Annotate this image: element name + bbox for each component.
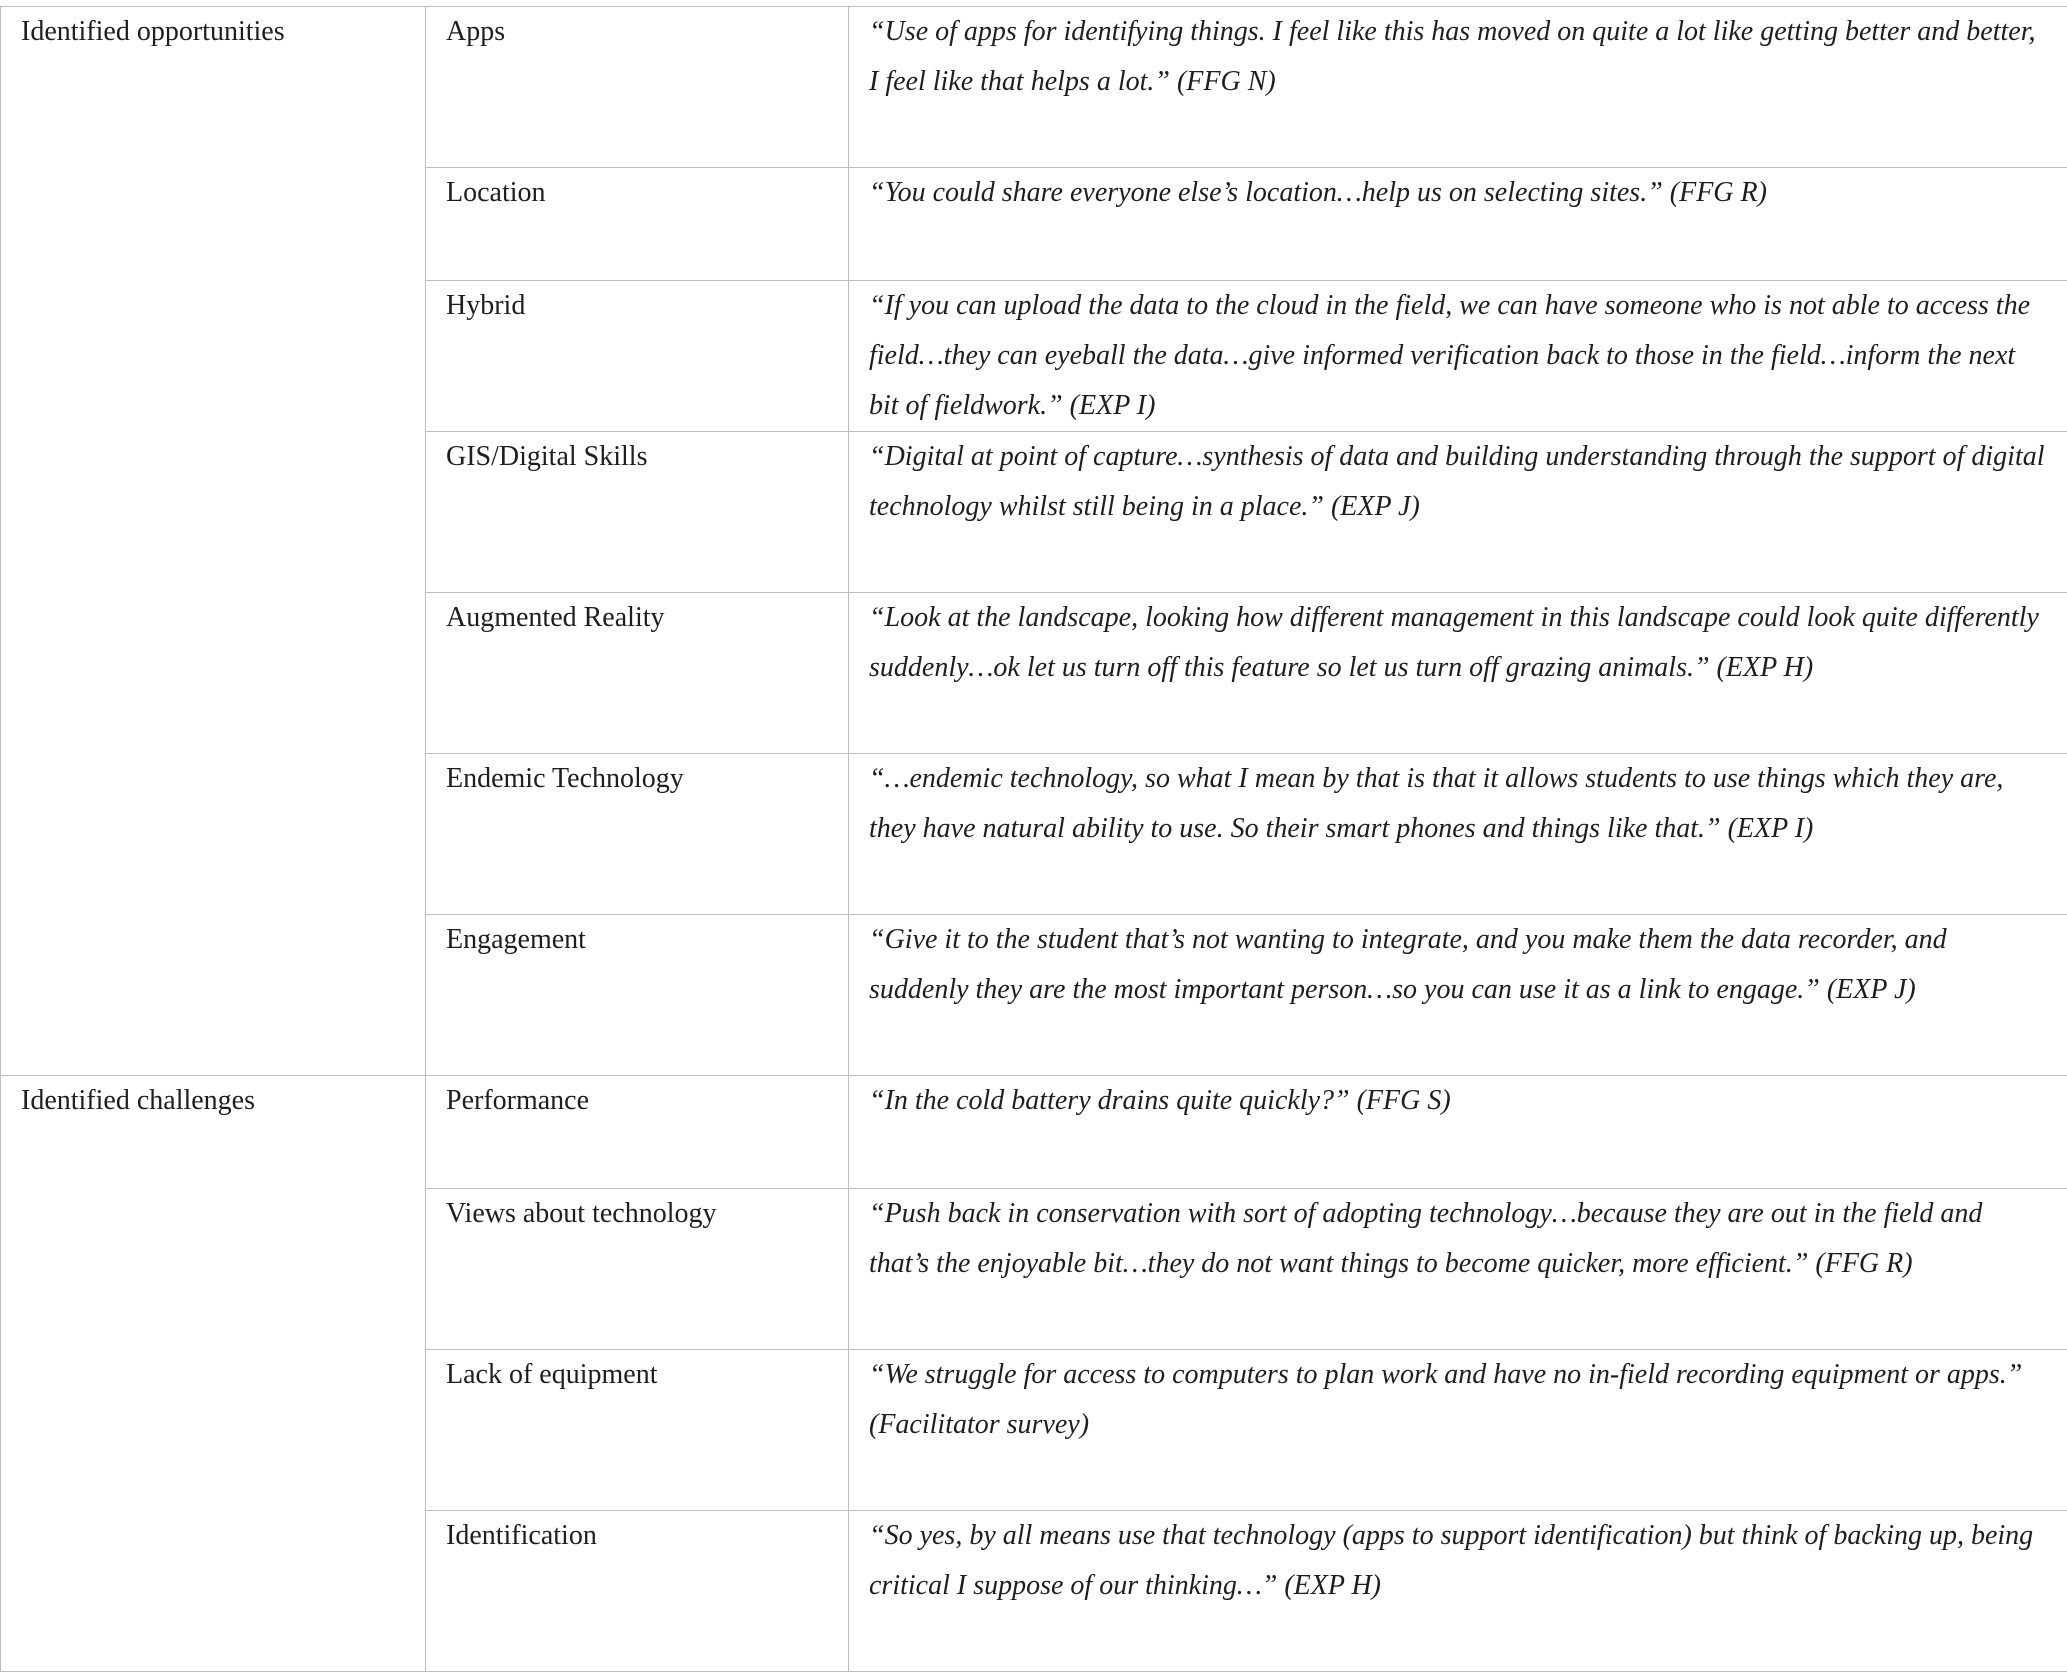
quote-cell: “Use of apps for identifying things. I feel like this has moved on quite a lot like getting better and better, I feel like that helps a lot.” (FFG N)	[849, 7, 2067, 168]
theme-cell: Location	[426, 168, 849, 281]
theme-cell: Performance	[426, 1076, 849, 1189]
theme-cell: Identification	[426, 1511, 849, 1672]
table-row	[1, 1076, 2067, 1189]
theme-cell: Augmented Reality	[426, 593, 849, 754]
category-cell: Identified opportunities	[1, 7, 426, 1076]
theme-cell: Views about technology	[426, 1189, 849, 1350]
theme-cell: GIS/Digital Skills	[426, 432, 849, 593]
quote-cell: “You could share everyone else’s location…help us on selecting sites.” (FFG R)	[849, 168, 2067, 281]
quote-cell: “Look at the landscape, looking how different management in this landscape could look quite differently suddenly…ok let us turn off this feature so let us turn off grazing animals.” (EXP H)	[849, 593, 2067, 754]
quote-cell: “In the cold battery drains quite quickly?” (FFG S)	[849, 1076, 2067, 1189]
quote-cell: “Give it to the student that’s not wanting to integrate, and you make them the data recorder, and suddenly they are the most important person…so you can use it as a link to engage.” (EXP J)	[849, 915, 2067, 1076]
theme-cell: Endemic Technology	[426, 754, 849, 915]
quote-cell: “We struggle for access to computers to plan work and have no in-field recording equipment or apps.” (Facilitator survey)	[849, 1350, 2067, 1511]
theme-cell: Apps	[426, 7, 849, 168]
quote-cell: “Push back in conservation with sort of adopting technology…because they are out in the field and that’s the enjoyable bit…they do not want things to become quicker, more efficient.” (FFG R)	[849, 1189, 2067, 1350]
category-cell: Identified challenges	[1, 1076, 426, 1672]
findings-table	[0, 6, 2067, 1672]
theme-cell: Lack of equipment	[426, 1350, 849, 1511]
quote-cell: “If you can upload the data to the cloud in the field, we can have someone who is not able to access the field…they can eyeball the data…give informed verification back to those in the field…inform the next bit of fieldwork.” (EXP I)	[849, 281, 2067, 432]
table-row	[1, 7, 2067, 168]
theme-cell: Hybrid	[426, 281, 849, 432]
theme-cell: Engagement	[426, 915, 849, 1076]
quote-cell: “So yes, by all means use that technology (apps to support identification) but think of backing up, being critical I suppose of our thinking…” (EXP H)	[849, 1511, 2067, 1672]
quote-cell: “Digital at point of capture…synthesis of data and building understanding through the support of digital technology whilst still being in a place.” (EXP J)	[849, 432, 2067, 593]
quote-cell: “…endemic technology, so what I mean by that is that it allows students to use things which they are, they have natural ability to use. So their smart phones and things like that.” (EXP I)	[849, 754, 2067, 915]
